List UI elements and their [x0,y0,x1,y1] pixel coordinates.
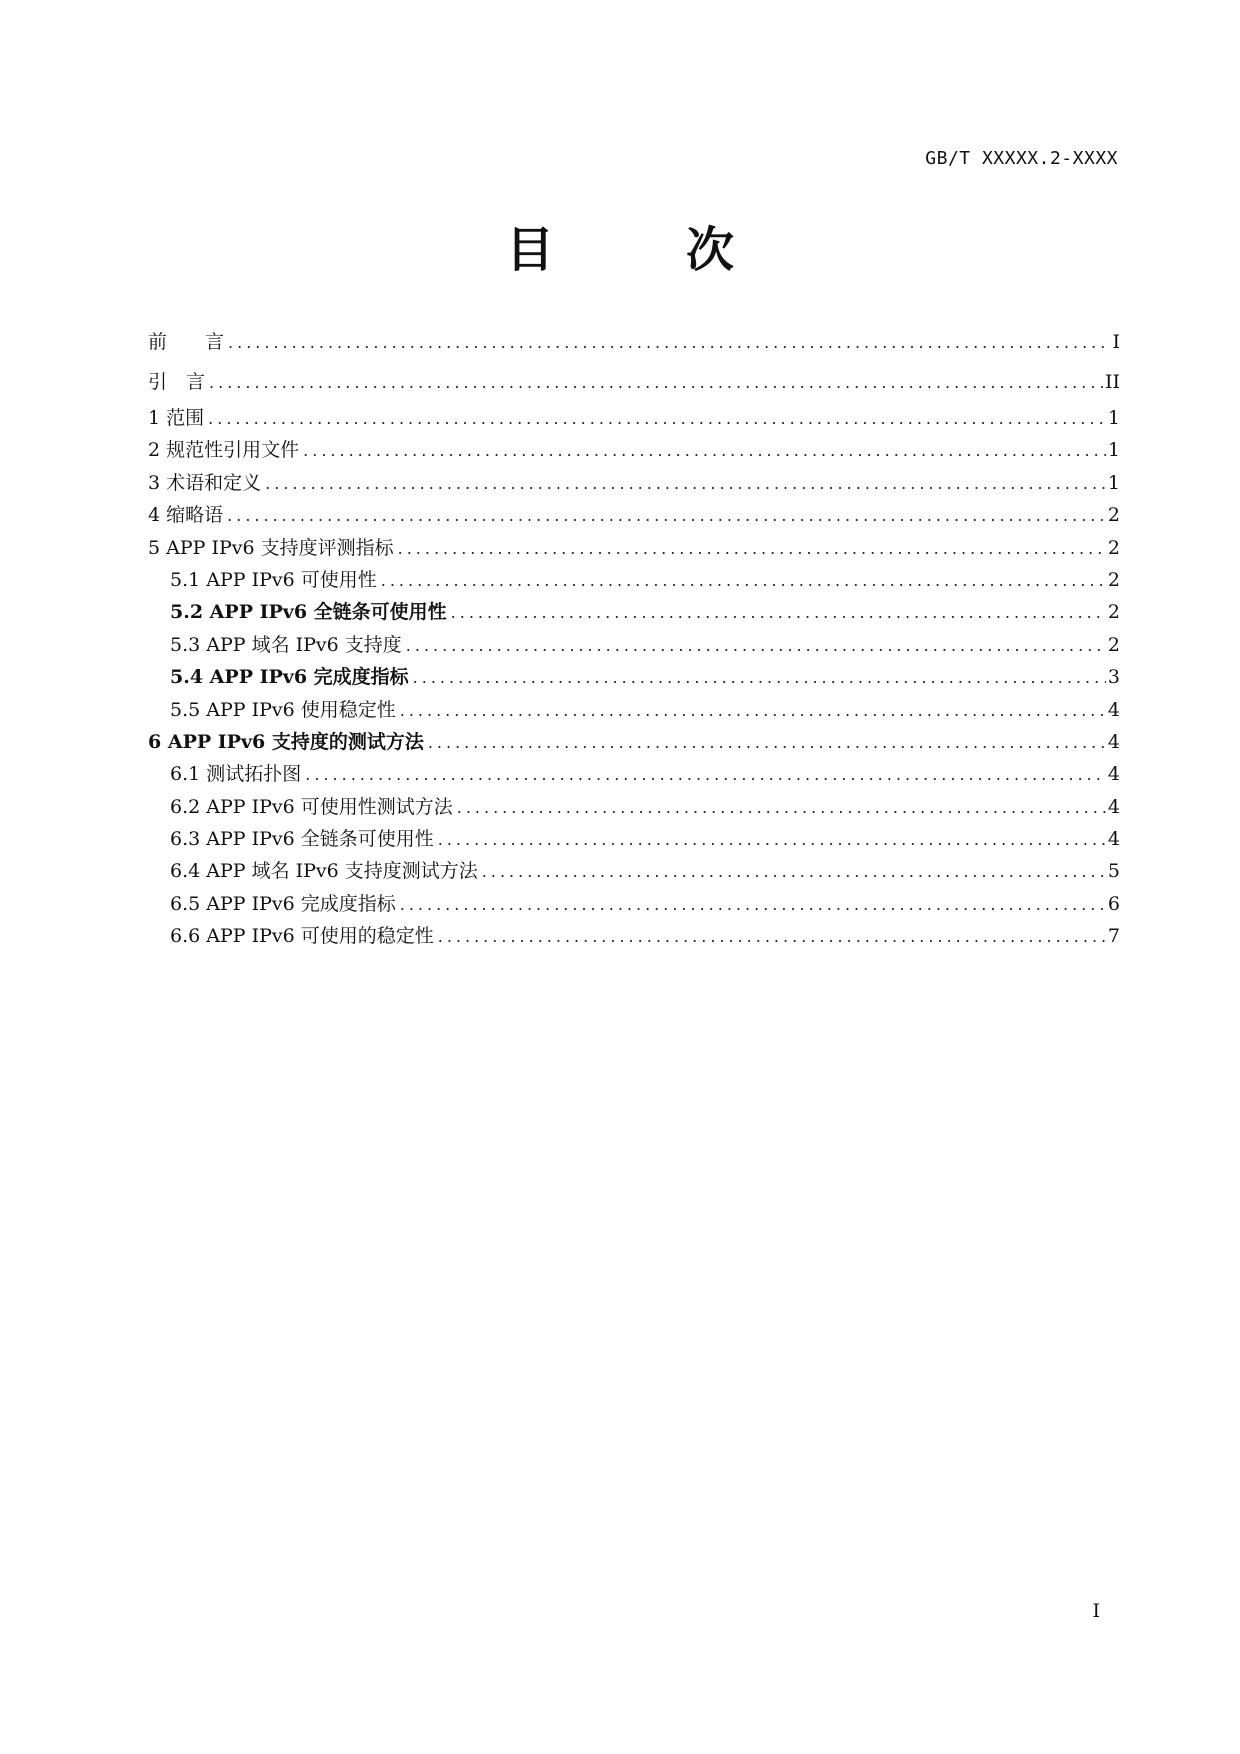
toc-entry[interactable] [148,726,1120,758]
toc-entry[interactable] [148,362,1120,402]
toc-entry-page: 7 [1107,925,1120,948]
toc-leader-dots [400,889,1106,920]
toc-entry[interactable] [148,322,1120,362]
toc-entry-label: 5.2 APP IPv6 全链条可使用性 [170,601,447,624]
toc-entry-page: 4 [1107,730,1120,753]
toc-entry[interactable] [148,855,1120,887]
toc-entry-page: 2 [1107,633,1120,656]
toc-entry-page: 6 [1107,892,1120,915]
toc-entry-label: 6.2 APP IPv6 可使用性测试方法 [170,795,453,818]
page-title: 目 次 [505,222,776,278]
toc-entry-page: 3 [1107,666,1120,689]
toc-leader-dots [413,662,1106,693]
toc-entry[interactable] [148,532,1120,564]
toc-leader-dots [428,727,1106,758]
toc-entry-page: 5 [1107,860,1120,883]
toc-entry-label: 前 言 [148,331,225,353]
toc-leader-dots [406,630,1106,661]
toc-entry[interactable] [148,499,1120,531]
toc-leader-dots [381,565,1106,596]
toc-leader-dots [209,363,1103,402]
toc-entry-page: 4 [1107,795,1120,818]
table-of-contents [148,322,1120,953]
toc-entry-page: 2 [1107,536,1120,559]
toc-entry[interactable] [148,596,1120,628]
toc-entry-label: 5.4 APP IPv6 完成度指标 [170,666,409,689]
toc-entry-page: I [1112,331,1120,353]
toc-entry-label: 1 范围 [148,407,205,429]
toc-entry-label: 6.1 测试拓扑图 [170,763,302,786]
toc-entry-page: II [1104,371,1120,393]
toc-entry-label: 2 规范性引用文件 [148,439,300,462]
toc-entry-label: 6.5 APP IPv6 完成度指标 [170,892,396,915]
toc-entry[interactable] [148,629,1120,661]
toc-leader-dots [457,792,1106,823]
toc-entry-label: 6 APP IPv6 支持度的测试方法 [148,730,424,753]
toc-entry-label: 3 术语和定义 [148,471,262,494]
toc-entry-label: 6.4 APP 域名 IPv6 支持度测试方法 [170,860,478,883]
toc-leader-dots [451,597,1106,628]
toc-entry[interactable] [148,888,1120,920]
toc-entry[interactable] [148,402,1120,434]
toc-entry-label: 引 言 [148,371,206,393]
toc-leader-dots [400,695,1106,726]
toc-leader-dots [228,323,1110,362]
toc-entry-label: 5 APP IPv6 支持度评测指标 [148,536,394,559]
toc-entry-page: 2 [1107,568,1120,591]
toc-leader-dots [208,403,1106,434]
toc-leader-dots [303,435,1106,466]
toc-entry-label: 6.3 APP IPv6 全链条可使用性 [170,828,434,851]
toc-entry-page: 4 [1107,828,1120,851]
toc-entry-page: 1 [1107,471,1120,494]
toc-entry-label: 5.1 APP IPv6 可使用性 [170,568,377,591]
document-number: GB/T XXXXX.2-XXXX [925,148,1118,169]
toc-entry-label: 5.3 APP 域名 IPv6 支持度 [170,633,402,656]
toc-entry[interactable] [148,694,1120,726]
toc-entry[interactable] [148,823,1120,855]
toc-entry[interactable] [148,920,1120,952]
toc-leader-dots [482,856,1106,887]
toc-entry-label: 4 缩略语 [148,504,224,527]
toc-entry[interactable] [148,564,1120,596]
toc-entry-page: 2 [1107,601,1120,624]
toc-leader-dots [398,533,1106,564]
toc-leader-dots [438,921,1106,952]
toc-entry-label: 6.6 APP IPv6 可使用的稳定性 [170,925,434,948]
toc-leader-dots [438,824,1106,855]
toc-entry[interactable] [148,661,1120,693]
toc-entry-page: 1 [1107,439,1120,462]
toc-entry[interactable] [148,467,1120,499]
toc-entry-page: 4 [1107,698,1120,721]
toc-entry-label: 5.5 APP IPv6 使用稳定性 [170,698,396,721]
toc-leader-dots [227,500,1106,531]
toc-entry-page: 4 [1107,763,1120,786]
toc-entry-page: 2 [1107,504,1120,527]
toc-leader-dots [265,468,1106,499]
toc-entry[interactable] [148,434,1120,466]
toc-leader-dots [305,759,1106,790]
toc-entry[interactable] [148,791,1120,823]
toc-entry-page: 1 [1107,407,1120,429]
footer-page-number: I [1092,1600,1100,1622]
toc-entry[interactable] [148,758,1120,790]
